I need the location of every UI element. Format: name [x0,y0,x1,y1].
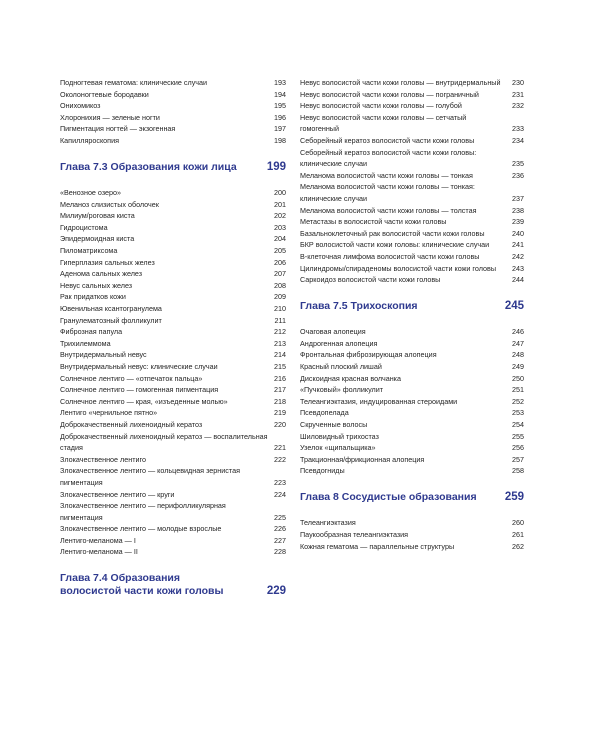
toc-entry-title: Внутридермальный невус: клинические случаи [60,361,218,371]
toc-entry[interactable] [60,291,286,303]
toc-entry[interactable] [60,280,286,292]
toc-entry[interactable] [300,517,524,529]
toc-entry-page: 204 [274,234,286,244]
toc-entry-title: Онихомикоз [60,101,101,111]
chapter-heading-title: Глава 7.3 Образования кожи лица [60,160,237,173]
toc-entry-title: Цилиндромы/спираденомы волосистой части кожи головы [300,263,496,273]
toc-entry-page: 200 [274,188,286,198]
toc-entry-page: 243 [512,263,524,273]
toc-entry-page: 212 [274,327,286,337]
toc-entry-title: Ювенильная ксантогранулема [60,304,162,313]
toc-entry-title: Доброкачественный лихеноидный кератоз [60,419,203,429]
toc-entry-title: Телеангиэктазия [300,518,356,528]
toc-entry-title: Скрученные волосы [300,419,368,429]
toc-entry-page: 202 [274,211,286,221]
toc-entry[interactable] [60,77,286,89]
toc-entry-page: 198 [274,135,286,145]
toc-entry-title: Базальноклеточный рак волосистой части кожи головы [300,228,485,238]
toc-entry-page: 211 [274,315,286,325]
toc-entry-page: 262 [512,541,524,551]
toc-entry[interactable] [60,210,286,222]
toc-entry-title: Капилляроскопия [60,135,119,145]
toc-entry[interactable] [300,338,524,350]
toc-entry-page: 216 [274,373,286,383]
toc-entry-page: 250 [512,373,524,383]
toc-entry[interactable] [300,396,524,408]
toc-entry-title: Аденома сальных желез [60,269,143,279]
toc-entry-page: 237 [512,193,524,203]
toc-entry[interactable] [300,407,524,419]
toc-entry-page: 254 [512,419,524,429]
toc-entry-page: 219 [274,408,286,418]
toc-entry[interactable] [60,112,286,124]
toc-entry-page: 230 [512,78,524,87]
toc-entry-page: 217 [274,385,286,395]
toc-entry[interactable] [60,454,286,466]
chapter-heading-page: 199 [266,160,286,173]
toc-entry-page: 196 [274,112,286,122]
toc-entry[interactable] [300,349,524,361]
toc-entry-title: Злокачественное лентиго — молодые взрослые [60,524,222,534]
toc-entry[interactable] [60,361,286,373]
toc-entry-page: 232 [512,101,524,111]
toc-entry-title: Пигментация ногтей — экзогенная [60,124,176,134]
toc-entry[interactable] [300,251,524,263]
toc-entry[interactable] [60,465,286,488]
toc-entry-page: 255 [512,431,524,441]
toc-entry-title: Псевдопелада [300,408,349,418]
toc-entry-title: Доброкачественный лихеноидный кератоз — воспалительная стадия [60,431,268,453]
toc-entry-title: Красный плоский лишай [300,361,382,371]
toc-entry-title: Меланома волосистой части кожи головы — толстая [300,205,477,215]
toc-entry[interactable] [60,500,286,523]
toc-entry-title: Лентиго «чернильное пятно» [60,408,158,418]
toc-entry-page: 228 [274,547,286,557]
toc-entry-title: Метастазы в волосистой части кожи головы [300,217,447,227]
toc-entry-title: Меланома волосистой части кожи головы — тонкая: клинические случаи [300,182,475,203]
toc-entry[interactable] [60,303,286,315]
toc-entry[interactable] [300,205,524,217]
chapter-heading-page: 229 [266,584,286,597]
toc-entry[interactable] [60,100,286,112]
toc-entry[interactable] [60,396,286,408]
toc-entry[interactable] [300,135,524,147]
toc-entry[interactable] [300,274,524,286]
toc-entry[interactable] [60,245,286,257]
toc-entry[interactable] [60,187,286,199]
toc-entry[interactable] [60,523,286,535]
toc-entry-page: 209 [274,292,286,302]
toc-entry-page: 227 [274,535,286,545]
toc-entry-page: 222 [274,454,286,464]
toc-entry-page: 213 [274,338,286,348]
toc-entry-page: 225 [274,512,286,522]
toc-entry-title: Андрогенная алопеция [300,338,378,348]
toc-entry-page: 251 [512,385,524,395]
toc-entry[interactable] [300,431,524,443]
toc-entry[interactable] [60,349,286,361]
toc-entry-page: 226 [274,524,286,534]
toc-entry-page: 248 [512,350,524,360]
toc-entry-page: 256 [512,443,524,453]
toc-entry-page: 210 [274,304,286,313]
chapter-heading-page: 259 [504,490,524,503]
toc-entry[interactable] [300,442,524,454]
toc-entry[interactable] [60,222,286,234]
toc-entry[interactable] [60,419,286,431]
toc-entry-page: 224 [274,489,286,499]
chapter-heading-title: Глава 8 Сосудистые образования [300,490,477,503]
toc-entry-title: Злокачественное лентиго — перифолликулярная пигментация [60,501,226,522]
toc-entry-page: 242 [512,251,524,261]
toc-entry-title: Узелок «щипальщика» [300,443,376,453]
toc-entry[interactable] [60,268,286,280]
toc-entry-title: Хлоронихия — зеленые ногти [60,112,160,122]
toc-entry[interactable] [300,216,524,228]
toc-entry-page: 258 [512,466,524,476]
toc-entry[interactable] [300,89,524,101]
toc-entry-page: 257 [512,454,524,464]
toc-entry-page: 240 [512,228,524,238]
chapter-heading-title: Глава 7.4 Образования волосистой части кожи головы [60,572,224,597]
toc-entry-page: 249 [512,361,524,371]
toc-entry-page: 221 [274,443,286,453]
toc-entry[interactable] [300,384,524,396]
toc-entry[interactable] [60,233,286,245]
toc-entry-title: Дискоидная красная волчанка [300,373,401,383]
toc-entry[interactable] [300,373,524,385]
toc-entry[interactable] [60,89,286,101]
toc-entry-page: 253 [512,408,524,418]
toc-entry[interactable] [300,147,524,170]
toc-entry-page: 223 [274,477,286,487]
toc-entry-page: 194 [274,89,286,99]
toc-entry-page: 208 [274,280,286,290]
toc-entry[interactable] [60,535,286,547]
toc-entry[interactable] [300,263,524,275]
chapter-heading-title: Глава 7.5 Трихоскопия [300,299,418,312]
toc-entry[interactable] [300,239,524,251]
toc-entry-title: Злокачественное лентиго [60,454,146,464]
toc-entry-title: Невус волосистой части кожи головы — внутридермальный [300,78,501,87]
toc-entry-title: Эпидермоидная киста [60,234,135,244]
toc-entry[interactable] [60,315,286,327]
toc-entry-page: 236 [512,170,524,180]
toc-entry[interactable] [300,529,524,541]
chapter-heading[interactable] [300,300,524,313]
toc-entry[interactable] [60,123,286,135]
toc-entry[interactable] [300,419,524,431]
toc-entry-page: 214 [274,350,286,360]
toc-entry[interactable] [60,326,286,338]
toc-entry-title: Лентиго-меланома — II [60,547,138,557]
toc-entry-page: 201 [274,199,286,209]
toc-entry-title: Паукообразная телеангиэктазия [300,530,409,539]
toc-entry-title: Себорейный кератоз волосистой части кожи головы [300,135,475,145]
toc-entry-page: 246 [512,327,524,337]
toc-column-right [300,77,524,552]
toc-entry-title: Милиум/роговая киста [60,211,135,221]
toc-entry-title: Злокачественное лентиго — кольцевидная зернистая пигментация [60,466,240,487]
toc-entry-title: Рак придатков кожи [60,292,126,302]
toc-entry-page: 261 [512,530,524,539]
toc-entry-title: Околоногтевые бородавки [60,89,149,99]
toc-entry-page: 203 [274,222,286,232]
toc-entry[interactable] [300,112,524,135]
toc-entry-title: Фиброзная папула [60,327,123,337]
toc-entry-title: Псевдогниды [300,466,345,476]
toc-entry-page: 235 [512,159,524,169]
toc-entry-page: 206 [274,257,286,267]
toc-entry-title: Солнечное лентиго — «отпечаток пальца» [60,373,203,383]
toc-entry[interactable] [60,199,286,211]
toc-entry-title: Невус волосистой части кожи головы — сетчатый гомогенный [300,112,467,134]
toc-entry-title: В-клеточная лимфома волосистой части кожи головы [300,251,480,261]
toc-entry[interactable] [60,546,286,558]
toc-entry[interactable] [60,384,286,396]
toc-entry[interactable] [300,100,524,112]
toc-entry[interactable] [60,373,286,385]
toc-entry-page: 218 [274,396,286,406]
chapter-heading-page: 245 [504,299,524,312]
toc-entry-page: 234 [512,135,524,145]
toc-entry-page: 231 [512,89,524,99]
toc-entry-title: Телеангиэктазия, индуцированная стероидами [300,396,458,406]
toc-entry[interactable] [300,77,524,89]
chapter-heading[interactable] [300,491,524,504]
toc-entry-title: Себорейный кератоз волосистой части кожи головы: клинические случаи [300,147,477,169]
toc-entry-title: Гранулематозный фолликулит [60,315,162,325]
toc-entry[interactable] [60,489,286,501]
toc-entry-title: Солнечное лентиго — гомогенная пигментация [60,385,219,395]
toc-entry-title: Очаговая алопеция [300,327,366,337]
chapter-heading[interactable] [60,572,286,597]
toc-entry[interactable] [60,257,286,269]
toc-entry-title: Меланома волосистой части кожи головы — тонкая [300,170,473,180]
toc-entry-page: 260 [512,518,524,528]
toc-entry-page: 252 [512,396,524,406]
toc-entry-page: 238 [512,205,524,215]
toc-entry-title: Невус волосистой части кожи головы — пограничный [300,89,479,99]
toc-entry-page: 197 [274,124,286,134]
toc-entry-title: «Венозное озеро» [60,188,122,198]
toc-entry[interactable] [300,170,524,182]
toc-entry-page: 247 [512,338,524,348]
toc-entry-page: 241 [512,240,524,250]
toc-entry-title: Тракционная/фрикционная алопеция [300,454,425,464]
toc-entry-page: 233 [512,124,524,134]
toc-entry-page: 244 [512,275,524,285]
toc-entry-page: 220 [274,419,286,429]
toc-entry-title: Пиломатриксома [60,246,118,256]
toc-entry[interactable] [60,407,286,419]
toc-entry-title: Трихилеммома [60,338,111,348]
toc-entry[interactable] [300,361,524,373]
toc-entry-title: Гидроцистома [60,222,108,232]
toc-entry-title: Лентиго-меланома — I [60,535,136,545]
toc-entry-title: Невус сальных желез [60,280,133,290]
toc-entry-title: Внутридермальный невус [60,350,147,360]
toc-entry[interactable] [300,465,524,477]
toc-entry-title: Злокачественное лентиго — круги [60,489,175,499]
toc-entry-title: Кожная гематома — параллельные структуры [300,541,455,551]
chapter-heading[interactable] [60,161,286,174]
toc-entry[interactable] [60,135,286,147]
toc-entry-title: Саркоидоз волосистой части кожи головы [300,275,441,285]
toc-entry-title: Подногтевая гематома: клинические случаи [60,78,208,87]
toc-entry-page: 205 [274,246,286,256]
toc-entry[interactable] [300,326,524,338]
toc-entry-page: 239 [512,217,524,227]
toc-entry[interactable] [60,338,286,350]
toc-entry-title: Меланоз слизистых оболочек [60,199,159,209]
toc-entry-page: 195 [274,101,286,111]
toc-entry[interactable] [300,181,524,204]
toc-entry-page: 207 [274,269,286,279]
toc-entry[interactable] [60,431,286,454]
toc-entry[interactable] [300,454,524,466]
toc-entry-title: Шиловидный трихостаз [300,431,379,441]
toc-entry-page: 193 [274,78,286,87]
toc-entry-page: 215 [274,361,286,371]
toc-entry[interactable] [300,228,524,240]
toc-entry[interactable] [300,541,524,553]
toc-entry-title: Фронтальная фиброзирующая алопеция [300,350,437,360]
toc-entry-title: «Пучковый» фолликулит [300,385,384,395]
toc-entry-title: Гиперплазия сальных желез [60,257,155,267]
toc-entry-title: Невус волосистой части кожи головы — голубой [300,101,462,111]
toc-column-left [60,77,286,597]
toc-entry-title: Солнечное лентиго — края, «изъеденные молью» [60,396,228,406]
toc-entry-title: БКР волосистой части кожи головы: клинические случаи [300,240,490,250]
